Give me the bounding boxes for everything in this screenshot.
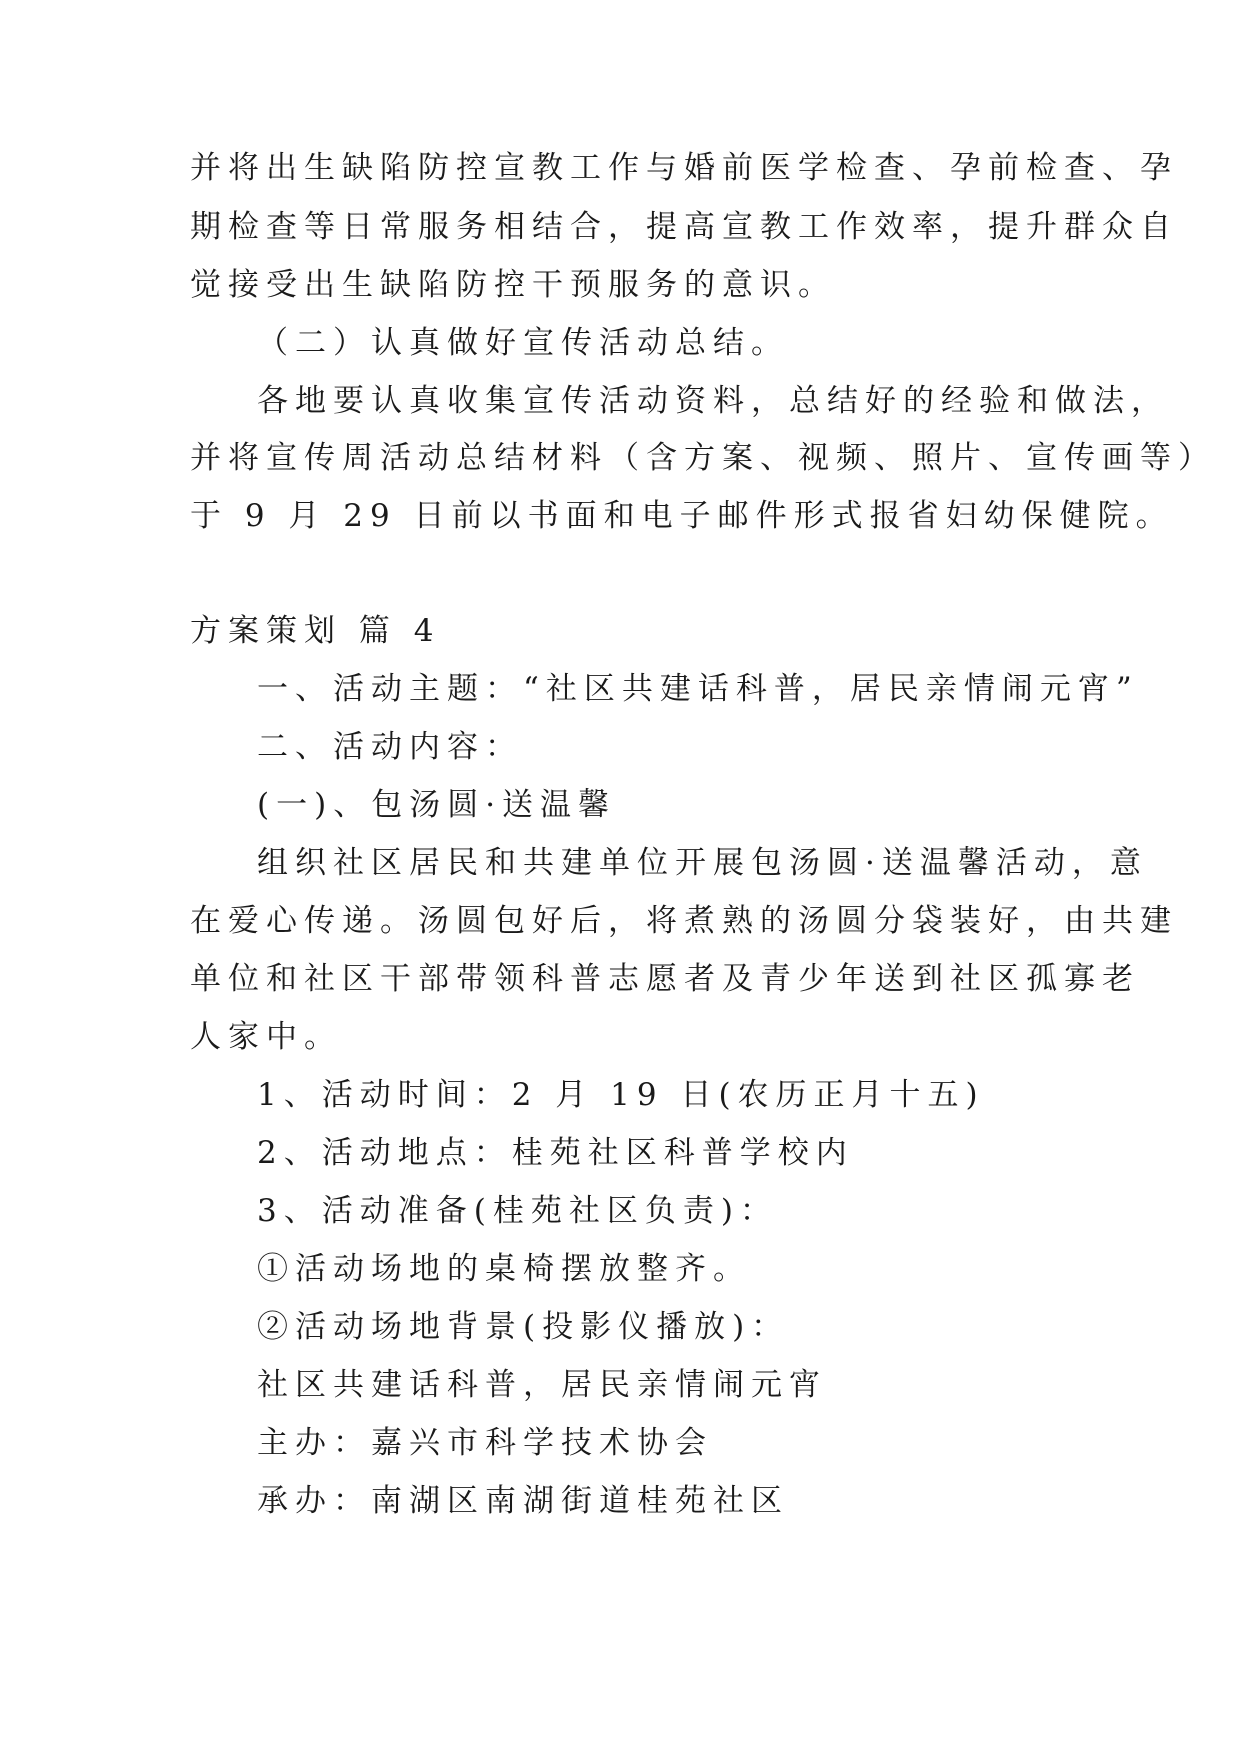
activity-content-heading: 二、活动内容： bbox=[257, 729, 523, 765]
co-organizer: 承办：南湖区南湖街道桂苑社区 bbox=[257, 1483, 789, 1519]
text-line-12: 组织社区居民和共建单位开展包汤圆·送温馨活动，意 bbox=[257, 845, 1148, 881]
subsection-heading-1: (一)、包汤圆·送温馨 bbox=[257, 787, 617, 823]
text-line-15: 人家中。 bbox=[190, 1019, 342, 1055]
activity-location: 2、活动地点：桂苑社区科普学校内 bbox=[257, 1135, 854, 1171]
text-line-14: 单位和社区干部带领科普志愿者及青少年送到社区孤寡老 bbox=[190, 961, 1140, 997]
text-line-13: 在爱心传递。汤圆包好后，将煮熟的汤圆分袋装好，由共建 bbox=[190, 903, 1178, 939]
activity-theme: 一、活动主题：“社区共建话科普，居民亲情闹元宵” bbox=[257, 671, 1139, 707]
section-title: 方案策划 篇 4 bbox=[190, 613, 441, 649]
activity-preparation: 3、活动准备(桂苑社区负责)： bbox=[257, 1193, 778, 1229]
text-line-3: 觉接受出生缺陷防控干预服务的意识。 bbox=[190, 267, 836, 303]
organizer: 主办：嘉兴市科学技术协会 bbox=[257, 1425, 713, 1461]
text-line-1: 并将出生缺陷防控宣教工作与婚前医学检查、孕前检查、孕 bbox=[190, 150, 1178, 186]
preparation-item-2: ②活动场地背景(投影仪播放)： bbox=[257, 1309, 790, 1345]
text-line-5: 各地要认真收集宣传活动资料，总结好的经验和做法， bbox=[257, 383, 1169, 419]
subsection-heading-2: （二）认真做好宣传活动总结。 bbox=[257, 325, 789, 361]
text-line-2: 期检查等日常服务相结合，提高宣教工作效率，提升群众自 bbox=[190, 209, 1178, 245]
preparation-item-1: ①活动场地的桌椅摆放整齐。 bbox=[257, 1251, 751, 1287]
text-line-7: 于 9 月 29 日前以书面和电子邮件形式报省妇幼保健院。 bbox=[190, 498, 1174, 534]
background-slogan: 社区共建话科普，居民亲情闹元宵 bbox=[257, 1367, 827, 1403]
activity-time: 1、活动时间：2 月 19 日(农历正月十五) bbox=[257, 1077, 985, 1113]
text-line-6: 并将宣传周活动总结材料（含方案、视频、照片、宣传画等） bbox=[190, 440, 1216, 476]
